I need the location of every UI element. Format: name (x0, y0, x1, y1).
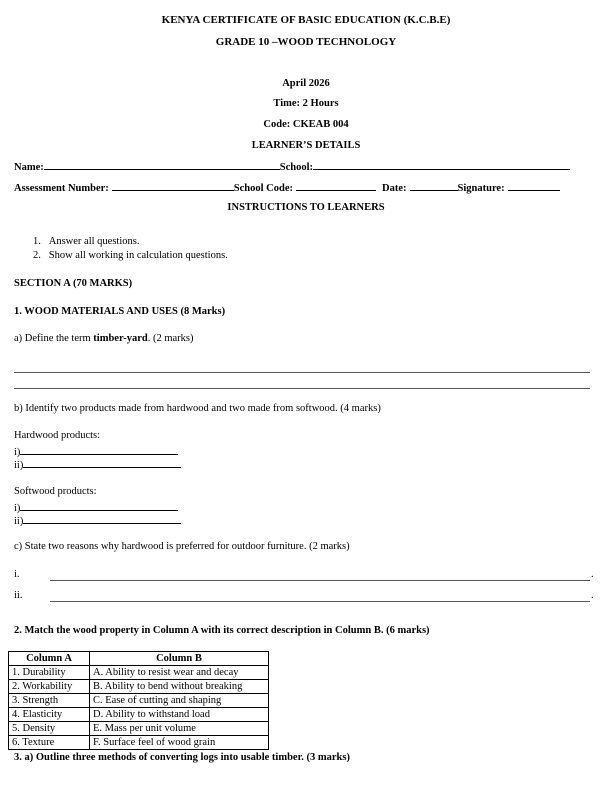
q2-heading: 2. Match the wood property in Column A with its correct description in Column B. (6 marks) (14, 625, 430, 636)
date-input-line[interactable] (410, 181, 458, 191)
q1c-answer-line-1[interactable] (50, 580, 590, 581)
table-row (9, 694, 269, 708)
q1a-prefix: a) Define the term (14, 333, 94, 344)
q1a-term: timber-yard (93, 333, 148, 344)
q1a-answer-line-2[interactable] (14, 388, 590, 389)
exam-date: April 2026 (282, 78, 330, 89)
q1c-answer-line-2[interactable] (50, 601, 590, 602)
column-b-header: Column B (90, 652, 269, 666)
school-label: School: (279, 162, 314, 173)
q1c-text: c) State two reasons why hardwood is preferred for outdoor furniture. (2 marks) (14, 541, 350, 552)
hardwood-answer-2[interactable] (23, 458, 181, 468)
table-row (9, 708, 269, 722)
hardwood-item-2 (14, 458, 181, 471)
section-a-heading: SECTION A (70 MARKS) (14, 278, 133, 289)
exam-code: Code: CKEAB 004 (263, 119, 349, 130)
table-row (9, 680, 269, 694)
q1c-numeral-i: i. (14, 569, 20, 580)
softwood-label: Softwood products: (14, 486, 97, 497)
hardwood-answer-1[interactable] (20, 445, 178, 455)
name-input-line[interactable] (44, 160, 280, 170)
column-a-cell: 6. Texture (9, 736, 90, 750)
signature-input-line[interactable] (508, 181, 560, 191)
signature-label: Signature: (457, 183, 505, 194)
instruction-text-1: Answer all questions. (48, 236, 140, 247)
column-a-cell: 4. Elasticity (9, 708, 90, 722)
table-header-row (9, 652, 269, 666)
date-label: Date: (382, 183, 407, 194)
exam-subtitle: GRADE 10 –WOOD TECHNOLOGY (215, 36, 397, 48)
name-label: Name: (14, 162, 44, 173)
softwood-answer-1[interactable] (20, 501, 178, 511)
column-a-cell: 3. Strength (9, 694, 90, 708)
column-b-cell: C. Ease of cutting and shaping (90, 694, 269, 708)
column-a-cell: 5. Density (9, 722, 90, 736)
q1-heading: 1. WOOD MATERIALS AND USES (8 Marks) (14, 306, 226, 317)
exam-title: KENYA CERTIFICATE OF BASIC EDUCATION (K.C.B.E) (161, 14, 451, 26)
column-b-cell: F. Surface feel of wood grain (90, 736, 269, 750)
school-input-line[interactable] (313, 160, 570, 170)
assessment-field-row (14, 181, 560, 194)
column-b-cell: B. Ability to bend without breaking (90, 680, 269, 694)
column-a-cell: 1. Durability (9, 666, 90, 680)
hardwood-item-1 (14, 445, 178, 458)
table-row (9, 736, 269, 750)
q1c-line-end-1: . (591, 569, 594, 580)
table-row (9, 722, 269, 736)
softwood-roman-ii: ii) (14, 516, 24, 527)
instruction-item-1: 1. Answer all questions. (33, 236, 140, 247)
hardwood-roman-i: i) (14, 447, 21, 458)
q1c-numeral-ii: ii. (14, 590, 23, 601)
assessment-number-label: Assessment Number: (14, 183, 109, 194)
matching-table (8, 651, 269, 750)
q1b-text: b) Identify two products made from hardwood and two made from softwood. (4 marks) (14, 403, 381, 414)
instruction-text-2: Show all working in calculation questions. (48, 250, 228, 261)
column-b-cell: D. Ability to withstand load (90, 708, 269, 722)
q3-heading: 3. a) Outline three methods of converting logs into usable timber. (3 marks) (14, 752, 350, 763)
softwood-item-1 (14, 501, 178, 514)
column-b-cell: A. Ability to resist wear and decay (90, 666, 269, 680)
softwood-item-2 (14, 514, 181, 527)
q1a-answer-line-1[interactable] (14, 372, 590, 373)
hardwood-label: Hardwood products: (14, 430, 101, 441)
school-code-label: School Code: (233, 183, 294, 194)
softwood-roman-i: i) (14, 503, 21, 514)
softwood-answer-2[interactable] (23, 514, 181, 524)
column-a-header: Column A (9, 652, 90, 666)
learner-details-heading: LEARNER’S DETAILS (251, 140, 361, 151)
school-code-input-line[interactable] (296, 181, 376, 191)
name-field-row (14, 160, 570, 173)
hardwood-roman-ii: ii) (14, 460, 24, 471)
assessment-number-input-line[interactable] (112, 181, 234, 191)
column-a-cell: 2. Workability (9, 680, 90, 694)
instruction-item-2: 2. Show all working in calculation questions. (33, 250, 228, 261)
q1a-suffix: . (2 marks) (147, 333, 194, 344)
q1a-text (14, 333, 194, 344)
instructions-heading: INSTRUCTIONS TO LEARNERS (227, 202, 385, 213)
column-b-cell: E. Mass per unit volume (90, 722, 269, 736)
table-row (9, 666, 269, 680)
q1c-line-end-2: . (591, 590, 594, 601)
exam-time: Time: 2 Hours (273, 98, 339, 109)
